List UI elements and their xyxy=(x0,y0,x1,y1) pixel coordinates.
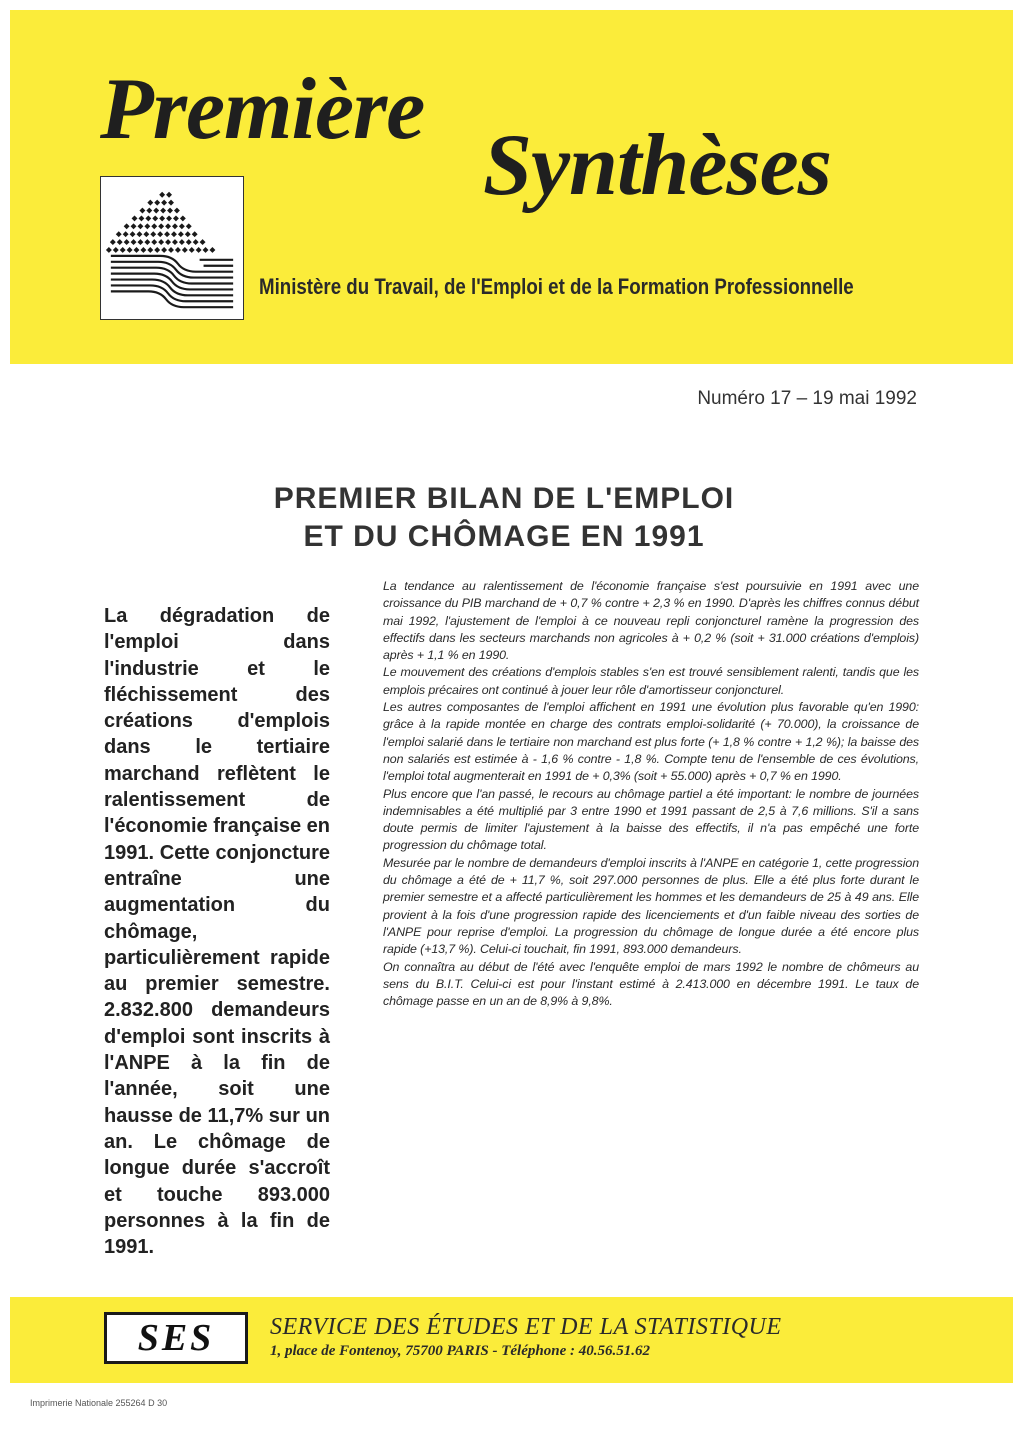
service-address: 1, place de Fontenoy, 75700 PARIS - Téléphone : 40.56.51.62 xyxy=(270,1343,650,1359)
body-paragraph: La tendance au ralentissement de l'économie française s'est poursuivie en 1991 avec une croissance du PIB marchand de + 0,7 % contre + 2,3 % en 1990. D'après les chiffres connus début mai 1992, l'ajustement de l'emploi à ce nouveau repli conjoncturel ramène la progression des effectifs dans les secteurs marchands non agricoles à + 0,2 % (soit + 31.000 créations d'emplois) après + 1,1 % en 1990. xyxy=(383,579,919,663)
headline-line-2: ET DU CHÔMAGE EN 1991 xyxy=(303,520,705,553)
ses-logo: SES xyxy=(104,1312,248,1364)
headline-line-1: PREMIER BILAN DE L'EMPLOI xyxy=(273,482,735,515)
article-abstract: La dégradation de l'emploi dans l'industrie et le fléchissement des créations d'emplois dans le tertiaire marchand reflètent le ralentissement de l'économie française en 1991. Cette conjoncture entraîne une augmentation du chômage, particulièrement rapide au premier semestre. 2.832.800 demandeurs d'emploi sont inscrits à l'ANPE à la fin de l'année, soit une hausse de 11,7% sur un an. Le chômage de longue durée s'accroît et touche 893.000 personnes à la fin de 1991. xyxy=(104,605,330,1259)
article-body xyxy=(383,578,919,1010)
body-paragraph: Le mouvement des créations d'emplois stables s'en est trouvé sensiblement ralenti, tandis que les emplois précaires ont continué à jouer leur rôle d'amortisseur conjoncturel. xyxy=(383,665,919,697)
service-name: SERVICE DES ÉTUDES ET DE LA STATISTIQUE xyxy=(270,1314,782,1340)
ministry-logo-icon xyxy=(100,176,244,320)
body-paragraph: On connaîtra au début de l'été avec l'enquête emploi de mars 1992 le nombre de chômeurs au sens du B.I.T. Celui-ci est pour l'instant estimé à 2.413.000 en décembre 1991. Le taux de chômage passe en un an de 8,9% à 9,8%. xyxy=(383,959,919,1009)
printer-note: Imprimerie Nationale 255264 D 30 xyxy=(30,1398,168,1408)
body-paragraph: Les autres composantes de l'emploi affichent en 1991 une évolution plus favorable qu'en 1990: grâce à la rapide montée en charge des contrats emploi-solidarité (+ 70.000), la croissance de l'emploi salarié dans le tertiaire non marchand est plus forte (+ 1,8 % contre + 1,2 %); la baisse des non salariés est estimée à - 1,6 % contre - 1,8 %. Compte tenu de l'ensemble de ces évolutions, l'emploi total augmenterait en 1991 de + 0,3% (soit + 55.000) après + 0,7 % en 1990. xyxy=(383,700,919,784)
masthead-title-premiere: Première xyxy=(100,61,425,158)
masthead-title-syntheses: Synthèses xyxy=(483,117,831,214)
body-paragraph: Plus encore que l'an passé, le recours au chômage partiel a été important: le nombre de journées indemnisables a été multiplié par 3 entre 1990 et 1991 passant de 2,5 à 7,6 millions. S'il a sans doute permis de limiter l'ajustement à la baisse des effectifs, il n'a pas empêché une forte progression du chômage total. xyxy=(383,786,919,853)
ministry-name: Ministère du Travail, de l'Emploi et de la Formation Professionnelle xyxy=(259,274,854,299)
body-paragraph: Mesurée par le nombre de demandeurs d'emploi inscrits à l'ANPE en catégorie 1, cette progression du chômage a été de + 11,7 %, soit 297.000 personnes de plus. Elle a été plus forte durant le premier semestre et a affecté particulièrement les hommes et les demandeurs de 25 à 49 ans. Elle provient à la fois d'une progression rapide des licenciements et d'un faible niveau des sorties de l'ANPE pour reprise d'emploi. La progression du chômage de longue durée a été encore plus rapide (+13,7 %). Celui-ci touchait, fin 1991, 893.000 demandeurs. xyxy=(383,855,919,957)
article-headline xyxy=(200,480,808,556)
issue-number-date: Numéro 17 – 19 mai 1992 xyxy=(697,388,917,409)
